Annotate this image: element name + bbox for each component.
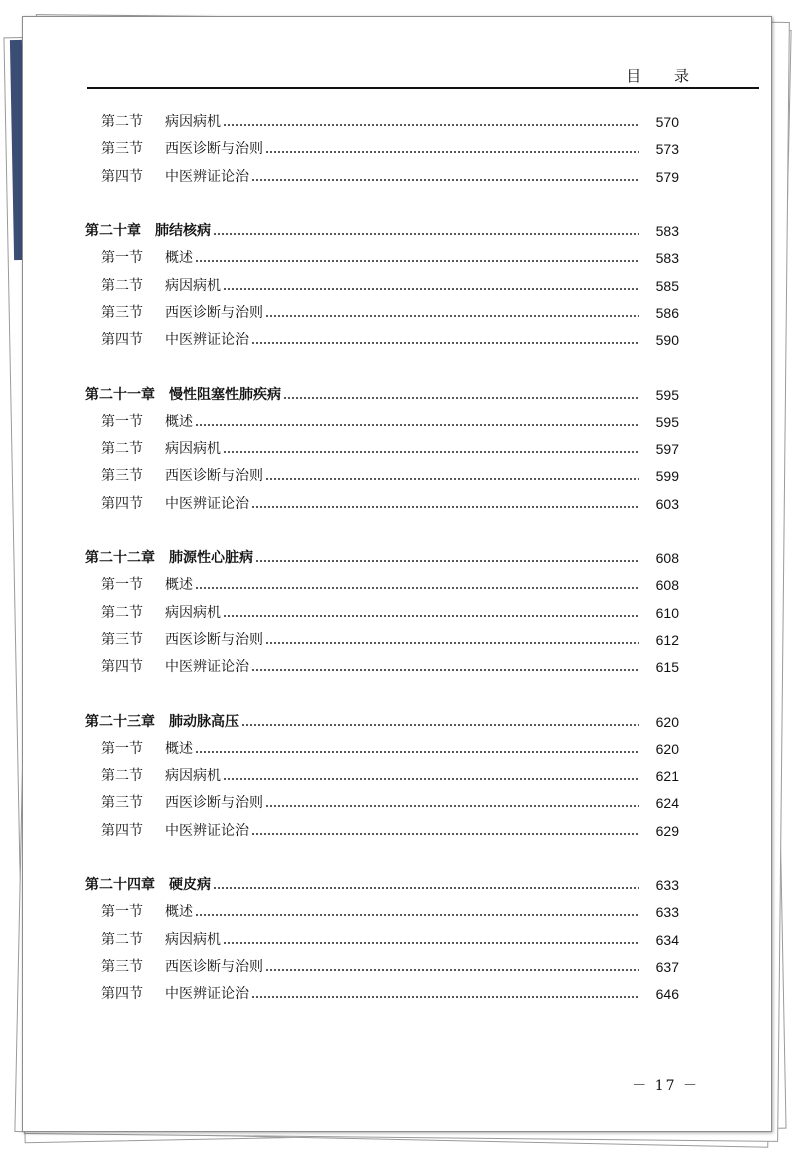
toc-section-entry[interactable] bbox=[85, 820, 679, 842]
toc-page-number: 595 bbox=[655, 386, 679, 403]
toc-page-number: 603 bbox=[655, 495, 679, 512]
toc-page-number: 633 bbox=[655, 904, 679, 921]
toc-page-number: 586 bbox=[655, 304, 679, 321]
toc-section-entry[interactable] bbox=[85, 929, 679, 951]
section-number: 第四节 bbox=[101, 986, 143, 1002]
section-title: 病因病机 bbox=[165, 441, 221, 457]
toc-page-number: 583 bbox=[655, 223, 679, 239]
toc-section-entry[interactable] bbox=[85, 138, 679, 160]
section-title: 中医辨证论治 bbox=[165, 168, 249, 185]
section-number: 第四节 bbox=[101, 168, 143, 185]
dot-leader bbox=[195, 587, 639, 589]
section-number: 第二节 bbox=[101, 604, 143, 621]
dot-leader bbox=[241, 724, 639, 726]
section-number: 第四节 bbox=[101, 822, 143, 839]
toc-page-number: 620 bbox=[655, 713, 679, 730]
dot-leader bbox=[251, 996, 639, 998]
section-title: 概述 bbox=[165, 250, 193, 267]
chapter-title: 肺结核病 bbox=[155, 223, 211, 239]
chapter-number: 第二十三章 bbox=[85, 713, 155, 730]
toc-page-number: 621 bbox=[655, 768, 679, 784]
toc-chapter-entry[interactable] bbox=[85, 220, 679, 242]
dot-leader bbox=[213, 887, 639, 889]
dot-leader bbox=[195, 260, 639, 262]
toc-section-entry[interactable] bbox=[85, 901, 679, 923]
toc-section-entry[interactable] bbox=[85, 792, 679, 814]
section-title: 病因病机 bbox=[165, 277, 221, 294]
dot-leader bbox=[251, 506, 639, 508]
section-number: 第四节 bbox=[101, 332, 143, 348]
dot-leader bbox=[223, 942, 639, 944]
section-number: 第三节 bbox=[101, 304, 143, 321]
toc-section-entry[interactable] bbox=[85, 656, 679, 678]
toc-section-entry[interactable] bbox=[85, 166, 679, 188]
section-title: 病因病机 bbox=[165, 931, 221, 948]
toc-chapter-entry[interactable] bbox=[85, 547, 679, 569]
toc-chapter-entry[interactable] bbox=[85, 384, 679, 406]
chapter-number: 第二十一章 bbox=[85, 386, 155, 403]
toc-page-number: 624 bbox=[655, 795, 679, 812]
dot-leader bbox=[265, 478, 639, 480]
section-number: 第三节 bbox=[101, 631, 143, 648]
section-number: 第三节 bbox=[101, 795, 143, 812]
toc-chapter-entry[interactable] bbox=[85, 711, 679, 733]
section-number: 第一节 bbox=[101, 904, 143, 921]
toc-page-number: 637 bbox=[655, 958, 679, 975]
toc-section-entry[interactable] bbox=[85, 574, 679, 596]
dot-leader bbox=[223, 778, 639, 780]
toc-section-entry[interactable] bbox=[85, 629, 679, 651]
section-title: 概述 bbox=[165, 577, 193, 594]
toc-page-number: 634 bbox=[655, 931, 679, 948]
chapter-title: 肺动脉高压 bbox=[169, 713, 239, 730]
toc-section-entry[interactable] bbox=[85, 275, 679, 297]
dot-leader bbox=[283, 397, 639, 399]
dot-leader bbox=[251, 342, 639, 344]
toc-section-entry[interactable] bbox=[85, 411, 679, 433]
chapter-number: 第二十二章 bbox=[85, 550, 155, 566]
dot-leader bbox=[213, 233, 639, 235]
toc-section-entry[interactable] bbox=[85, 247, 679, 269]
section-number: 第二节 bbox=[101, 768, 143, 784]
toc-section-entry[interactable] bbox=[85, 302, 679, 324]
toc-section-entry[interactable] bbox=[85, 738, 679, 760]
section-title: 概述 bbox=[165, 413, 193, 430]
dot-leader bbox=[265, 642, 639, 644]
section-number: 第二节 bbox=[101, 441, 143, 457]
toc-section-entry[interactable] bbox=[85, 983, 679, 1005]
dot-leader bbox=[265, 805, 639, 807]
chapter-title: 慢性阻塞性肺疾病 bbox=[169, 386, 281, 403]
toc-page-number: 633 bbox=[655, 877, 679, 893]
section-number: 第二节 bbox=[101, 277, 143, 294]
dot-leader bbox=[255, 560, 639, 562]
section-title: 病因病机 bbox=[165, 114, 221, 130]
section-number: 第一节 bbox=[101, 577, 143, 594]
dot-leader bbox=[265, 969, 639, 971]
dot-leader bbox=[223, 288, 639, 290]
dot-leader bbox=[251, 669, 639, 671]
toc-page-number: 608 bbox=[655, 550, 679, 566]
section-title: 中医辨证论治 bbox=[165, 332, 249, 348]
toc-section-entry[interactable] bbox=[85, 438, 679, 460]
toc-page-number: 595 bbox=[655, 413, 679, 430]
section-title: 西医诊断与治则 bbox=[165, 795, 263, 812]
dot-leader bbox=[195, 914, 639, 916]
section-title: 病因病机 bbox=[165, 768, 221, 784]
toc-page-number: 573 bbox=[655, 141, 679, 158]
toc-page-number: 597 bbox=[655, 441, 679, 457]
section-number: 第一节 bbox=[101, 413, 143, 430]
toc-page-number: 579 bbox=[655, 168, 679, 185]
section-number: 第二节 bbox=[101, 931, 143, 948]
dot-leader bbox=[223, 615, 639, 617]
section-title: 中医辨证论治 bbox=[165, 495, 249, 512]
toc-page bbox=[22, 16, 772, 1132]
section-number: 第三节 bbox=[101, 141, 143, 158]
toc-section-entry[interactable] bbox=[85, 765, 679, 787]
section-number: 第一节 bbox=[101, 250, 143, 267]
section-title: 病因病机 bbox=[165, 604, 221, 621]
section-number: 第四节 bbox=[101, 495, 143, 512]
dot-leader bbox=[251, 179, 639, 181]
toc-page-number: 585 bbox=[655, 277, 679, 294]
toc-section-entry[interactable] bbox=[85, 956, 679, 978]
section-title: 西医诊断与治则 bbox=[165, 141, 263, 158]
toc-page-number: 590 bbox=[655, 332, 679, 348]
section-title: 概述 bbox=[165, 904, 193, 921]
toc-section-entry[interactable] bbox=[85, 602, 679, 624]
chapter-number: 第二十章 bbox=[85, 223, 141, 239]
toc-chapter-entry[interactable] bbox=[85, 874, 679, 896]
section-number: 第一节 bbox=[101, 740, 143, 757]
toc-page-number: 610 bbox=[655, 604, 679, 621]
chapter-title: 硬皮病 bbox=[169, 877, 211, 893]
toc-section-entry[interactable] bbox=[85, 493, 679, 515]
toc-page-number: 583 bbox=[655, 250, 679, 267]
toc-page-number: 620 bbox=[655, 740, 679, 757]
toc-page-number: 629 bbox=[655, 822, 679, 839]
section-title: 中医辨证论治 bbox=[165, 822, 249, 839]
toc-page-number: 599 bbox=[655, 468, 679, 485]
section-number: 第三节 bbox=[101, 958, 143, 975]
toc-page-number: 646 bbox=[655, 986, 679, 1002]
section-number: 第三节 bbox=[101, 468, 143, 485]
page-number-footer: － 17 － bbox=[632, 1078, 699, 1094]
section-number: 第二节 bbox=[101, 114, 143, 130]
dot-leader bbox=[223, 124, 639, 126]
toc-page-number: 608 bbox=[655, 577, 679, 594]
chapter-number: 第二十四章 bbox=[85, 877, 155, 893]
chapter-title: 肺源性心脏病 bbox=[169, 550, 253, 566]
section-title: 中医辨证论治 bbox=[165, 659, 249, 675]
toc-section-entry[interactable] bbox=[85, 111, 679, 133]
toc-page-number: 612 bbox=[655, 631, 679, 648]
section-title: 中医辨证论治 bbox=[165, 986, 249, 1002]
section-title: 西医诊断与治则 bbox=[165, 958, 263, 975]
section-title: 概述 bbox=[165, 740, 193, 757]
page-header bbox=[87, 61, 759, 89]
section-number: 第四节 bbox=[101, 659, 143, 675]
dot-leader bbox=[195, 424, 639, 426]
section-title: 西医诊断与治则 bbox=[165, 304, 263, 321]
dot-leader bbox=[195, 751, 639, 753]
toc-page-number: 615 bbox=[655, 659, 679, 675]
section-title: 西医诊断与治则 bbox=[165, 468, 263, 485]
section-title: 西医诊断与治则 bbox=[165, 631, 263, 648]
dot-leader bbox=[265, 315, 639, 317]
dot-leader bbox=[251, 833, 639, 835]
toc-section-entry[interactable] bbox=[85, 465, 679, 487]
dot-leader bbox=[265, 151, 639, 153]
dot-leader bbox=[223, 451, 639, 453]
header-title: 目 录 bbox=[626, 67, 703, 85]
toc-section-entry[interactable] bbox=[85, 329, 679, 351]
toc-page-number: 570 bbox=[655, 114, 679, 130]
